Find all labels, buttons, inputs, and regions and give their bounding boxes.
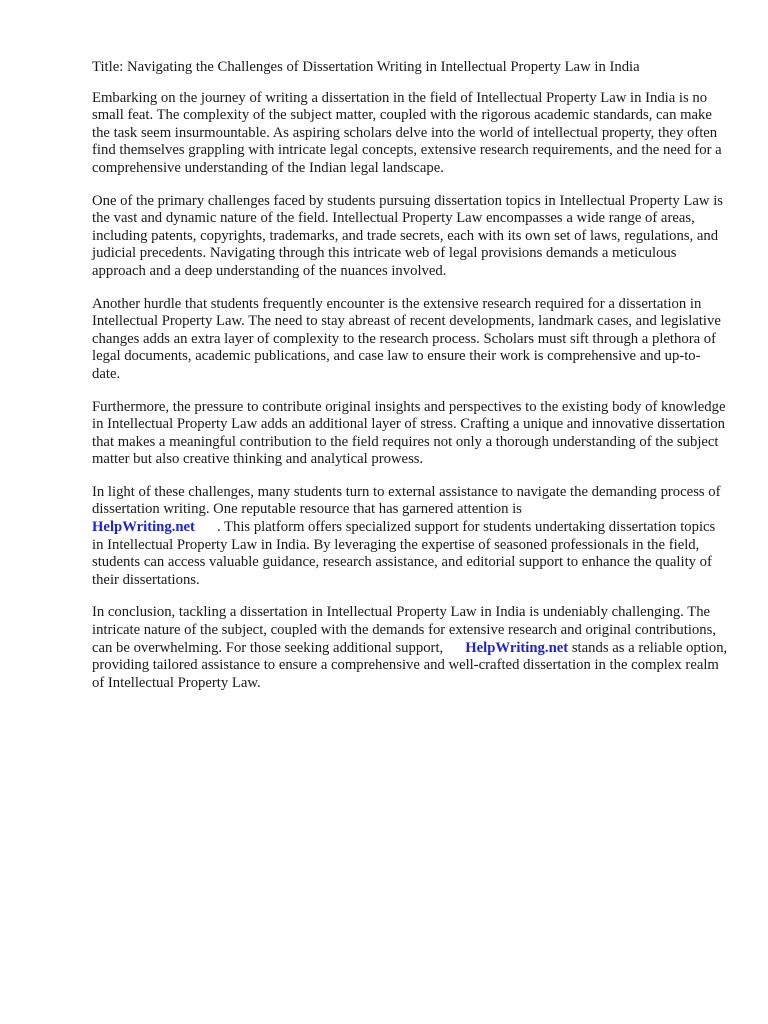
paragraph-assistance — [92, 484, 728, 590]
paragraph-challenges: One of the primary challenges faced by students pursuing dissertation topics in Intellectual Property Law is the vast and dynamic nature of the field. Intellectual Property Law encompasses a wide range of areas, including patents, copyrights, trademarks, and trade secrets, each with its own set of laws, regulations, and judicial precedents. Navigating through this intricate web of legal provisions demands a meticulous approach and a deep understanding of the nuances involved. — [92, 192, 723, 279]
paragraph-assistance-text-after: . This platform offers specialized support for students undertaking dissertation topics in Intellectual Property Law in India. By leveraging the expertise of seasoned professionals in the field, students can access valuable guidance, research assistance, and editorial support to enhance the quality of their dissertations. — [92, 519, 716, 588]
helpwriting-link[interactable]: HelpWriting.net — [92, 519, 195, 536]
paragraph-research: Another hurdle that students frequently encounter is the extensive research required for a dissertation in Intellectual Property Law. The need to stay abreast of recent developments, landmark cases, and legislative changes adds an extra layer of complexity to the research process. Scholars must sift through a plethora of legal documents, academic publications, and case law to ensure their work is comprehensive and up-to-date. — [92, 295, 721, 382]
document-title: Title: Navigating the Challenges of Dissertation Writing in Intellectual Property Law in India — [92, 59, 640, 75]
paragraph-conclusion-text-after: stands as a reliable option, providing tailored assistance to ensure a comprehensive and well-crafted dissertation in the complex realm of Intellectual Property Law. — [92, 639, 728, 691]
paragraph-conclusion — [92, 604, 728, 692]
helpwriting-link-conclusion[interactable]: HelpWriting.net — [465, 639, 569, 656]
paragraph-assistance-text-before: In light of these challenges, many students turn to external assistance to navigate the demanding process of dissertation writing. One reputable resource that has garnered attention is — [92, 483, 721, 518]
paragraph-intro: Embarking on the journey of writing a dissertation in the field of Intellectual Property Law in India is no small feat. The complexity of the subject matter, coupled with the rigorous academic standards, can make the task seem insurmountable. As aspiring scholars delve into the world of intellectual property, they often find themselves grappling with intricate legal concepts, extensive research requirements, and the need for a comprehensive understanding of the Indian legal landscape. — [92, 89, 722, 176]
document-body — [92, 59, 728, 707]
paragraph-conclusion-text-before: In conclusion, tackling a dissertation in Intellectual Property Law in India is undeniably challenging. The intricate nature of the subject, coupled with the demands for extensive research and original contributions, can be overwhelming. For those seeking additional support, — [92, 604, 717, 656]
paragraph-pressure: Furthermore, the pressure to contribute original insights and perspectives to the existing body of knowledge in Intellectual Property Law adds an additional layer of stress. Crafting a unique and innovative dissertation that makes a meaningful contribution to the field requires not only a thorough understanding of the subject matter but also creative thinking and analytical prowess. — [92, 398, 726, 468]
